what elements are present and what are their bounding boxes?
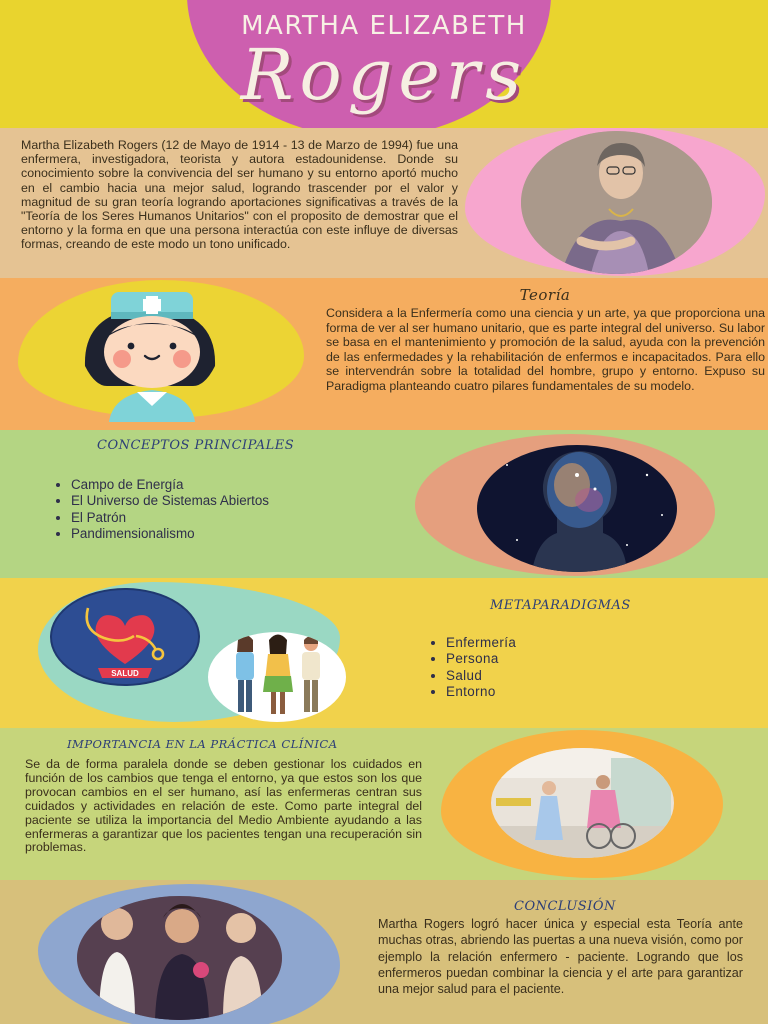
theory-section xyxy=(0,278,768,430)
concepts-title: CONCEPTOS PRINCIPALES xyxy=(97,438,295,453)
name-script: Rogers xyxy=(240,34,528,116)
conclusion-section xyxy=(0,880,768,1024)
conclusion-title: CONCLUSIÓN xyxy=(514,899,616,914)
bio-section xyxy=(0,128,768,278)
people-illustration xyxy=(208,632,346,722)
header-section xyxy=(0,0,768,128)
importance-section xyxy=(0,728,768,880)
conclusion-paragraph: Martha Rogers logró hacer única y especial esta Teoría ante muchas otras, abriendo las puertas a una nueva visión, como por ejemplo la relación enfermero - paciente. Logrando que los enfermeros puedan combinar la ciencia y el arte para garantizar una mejor salud para el paciente. xyxy=(378,917,743,997)
importance-title: IMPORTANCIA EN LA PRÁCTICA CLÍNICA xyxy=(67,737,338,751)
name-top: MARTHA ELIZABETH xyxy=(241,11,527,41)
portrait-rogers xyxy=(521,131,712,274)
theory-title: Teoría xyxy=(519,286,571,304)
theory-paragraph: Considera a la Enfermería como una ciencia y un arte, ya que proporciona una forma de ver al ser humano unitario, que es parte integral del universo. Su labor se basa en el mantenimiento y promoción de la salud, ayuda con la prevención de las enfermedades y la rehabilitación de enfermos e incapacitados. Para ello se intervendrán sobre la totalidad del hombre, grupo y entorno. Expuso su Paradigma planteando cuatro pilares fundamentales de su modelo. xyxy=(326,306,765,393)
importance-paragraph: Se da de forma paralela donde se deben gestionar los cuidados en función de los cambios que tenga el entorno, ya que estos son los que provocan cambios en el ser humano, así las enfermeras centran sus cuidados y actividades en relación de este. Como parte integral del paciente se utiliza la importancia del Medio Ambiente ayudando a las enfermeras a garantizar que los pacientes tengan una recuperación sin problemas. xyxy=(25,757,422,855)
list-item: • Enfermería xyxy=(446,635,646,651)
list-item: • Salud xyxy=(446,668,646,684)
list-item: • Campo de Energía xyxy=(71,477,391,493)
health-badge xyxy=(50,588,200,686)
badge-label: SALUD xyxy=(111,669,139,678)
list-item: • Pandimensionalismo xyxy=(71,526,391,542)
metaparadigms-section xyxy=(0,578,768,728)
cosmic-head-image xyxy=(477,445,677,572)
list-item: • Entorno xyxy=(446,684,646,700)
list-item: • El Patrón xyxy=(71,510,391,526)
concepts-section xyxy=(0,430,768,578)
nurse-patient-image xyxy=(491,748,674,858)
bio-paragraph: Martha Elizabeth Rogers (12 de Mayo de 1914 - 13 de Marzo de 1994) fue una enfermera, investigadora, teorista y autora estadounidense. Donde su conocimiento sobre la convivencia del ser humano y su entorno aportó mucho en el cambio hacia una mejor salud, logrando trascender por el valor y magnitud de su gran teoría logrando aportaciones significativas a través de la "Teoría de los Seres Humanos Unitarios" con el proposito de demostrar que el entorno y la forma en que una persona interactúa con este influye de diversas formas, creando de este modo un tono unificado. xyxy=(21,138,458,252)
metaparadigms-title: METAPARADIGMAS xyxy=(490,598,631,613)
concepts-list xyxy=(53,477,391,542)
nurse-illustration xyxy=(75,286,225,422)
metaparadigms-list xyxy=(428,635,646,700)
list-item: • Persona xyxy=(446,651,646,667)
group-photo xyxy=(77,896,282,1020)
list-item: • El Universo de Sistemas Abiertos xyxy=(71,493,391,509)
